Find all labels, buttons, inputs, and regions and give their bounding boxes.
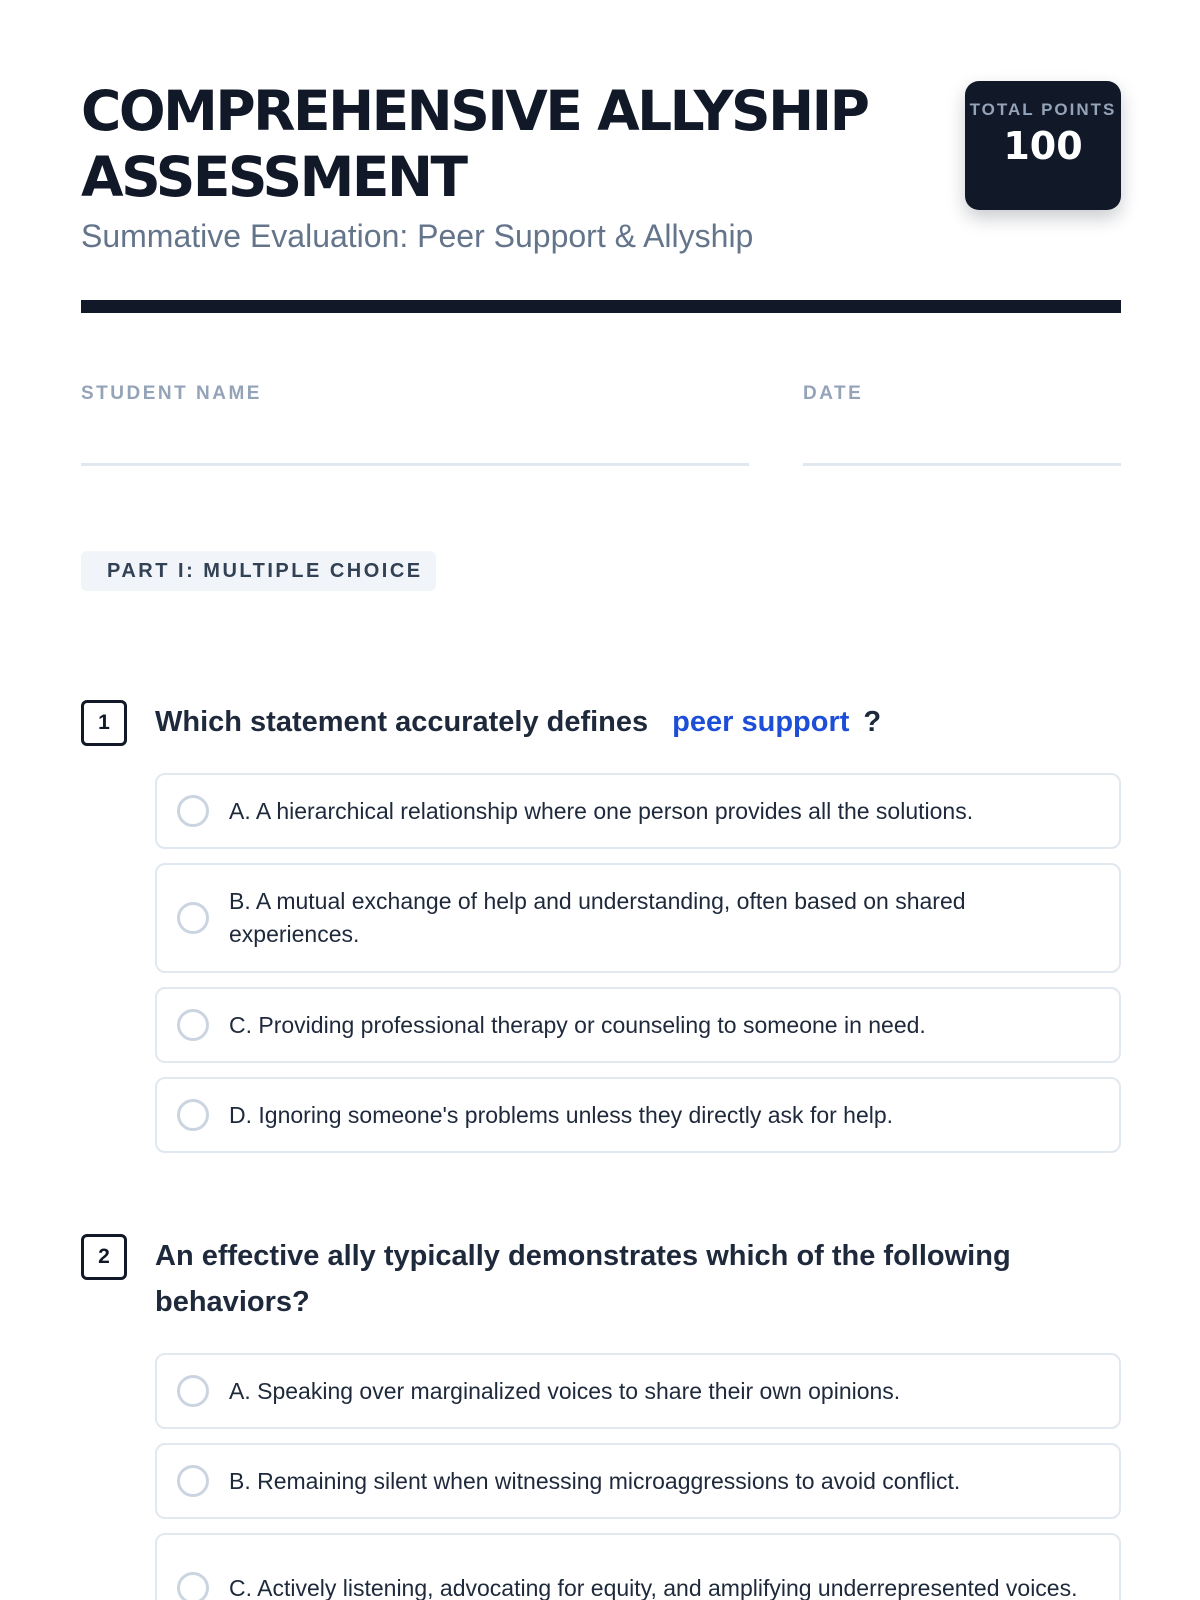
- answer-option-text: D. Ignoring someone's problems unless they directly ask for help.: [229, 1101, 894, 1128]
- answer-option-text: A. Speaking over marginalized voices to share their own opinions.: [229, 1377, 901, 1404]
- question-number-badge: 2: [81, 1234, 127, 1280]
- date-field[interactable]: [803, 463, 1121, 466]
- radio-button[interactable]: [177, 1099, 209, 1131]
- radio-button[interactable]: [177, 1572, 209, 1600]
- page-subtitle: Summative Evaluation: Peer Support & Allyship: [81, 218, 754, 254]
- radio-button[interactable]: [177, 902, 209, 934]
- total-points-badge: [965, 81, 1121, 210]
- question-text-part: ?: [863, 706, 882, 738]
- radio-button[interactable]: [177, 1009, 209, 1041]
- answer-option-text: B. A mutual exchange of help and understanding, often based on shared experiences.: [229, 888, 966, 947]
- answer-option-text: A. A hierarchical relationship where one person provides all the solutions.: [229, 797, 974, 824]
- question-text-part: Which statement accurately defines: [155, 706, 649, 738]
- answer-option[interactable]: [155, 1533, 1121, 1600]
- radio-button[interactable]: [177, 1375, 209, 1407]
- answer-option-text: C. Providing professional therapy or counseling to someone in need.: [229, 1011, 926, 1038]
- answer-option[interactable]: [155, 987, 1121, 1063]
- answer-option-text: C. Actively listening, advocating for equity, and amplifying underrepresented voices.: [229, 1574, 1078, 1600]
- student-name-field[interactable]: [81, 463, 749, 466]
- part-badge: PART I: MULTIPLE CHOICE: [81, 551, 436, 591]
- answer-option[interactable]: [155, 1077, 1121, 1153]
- radio-button[interactable]: [177, 795, 209, 827]
- question-number-badge: 1: [81, 700, 127, 746]
- date-label: DATE: [803, 383, 864, 404]
- header-divider: [81, 300, 1121, 313]
- answer-option[interactable]: [155, 1353, 1121, 1429]
- radio-button[interactable]: [177, 1465, 209, 1497]
- answer-option[interactable]: [155, 773, 1121, 849]
- student-name-label: STUDENT NAME: [81, 383, 262, 404]
- page-title: COMPREHENSIVE ALLYSHIP ASSESSMENT: [81, 79, 868, 209]
- answer-option[interactable]: [155, 1443, 1121, 1519]
- highlighted-term: peer support: [672, 706, 850, 738]
- total-points-value: 100: [1003, 124, 1083, 168]
- answer-option[interactable]: [155, 863, 1121, 973]
- question-text: [155, 699, 1121, 745]
- answer-option-text: B. Remaining silent when witnessing microaggressions to avoid conflict.: [229, 1467, 961, 1494]
- total-points-label: TOTAL POINTS: [969, 100, 1117, 119]
- question-text: An effective ally typically demonstrates which of the following behaviors?: [155, 1240, 1011, 1318]
